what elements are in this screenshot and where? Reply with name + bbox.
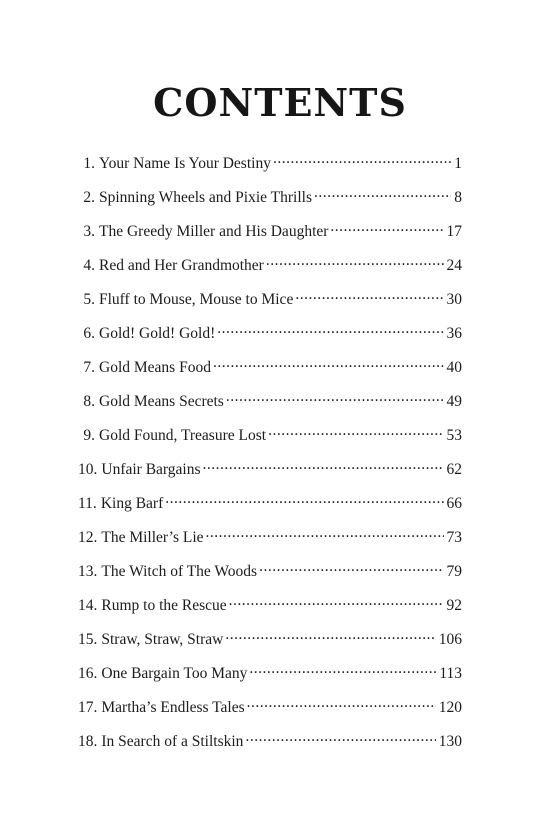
page-number: 62 [446,460,462,478]
dot-leader [273,152,451,168]
chapter-title: Gold Found, Treasure Lost [99,426,267,444]
dot-leader [217,322,443,338]
chapter-number: 10. [78,460,98,478]
dot-leader [225,628,435,644]
page-number: 79 [446,562,462,580]
chapter-title: Rump to the Rescue [101,596,227,614]
chapter-number: 1. [83,154,95,172]
toc-entry [78,186,462,220]
dot-leader [295,288,443,304]
toc-entry [78,594,462,628]
toc-entry [78,628,462,662]
chapter-number: 16. [78,664,98,682]
chapter-title: The Greedy Miller and His Daughter [99,222,329,240]
chapter-number: 14. [78,596,98,614]
page-number: 120 [438,698,462,716]
dot-leader [206,526,444,542]
dot-leader [245,730,435,746]
dot-leader [165,492,443,508]
chapter-title: One Bargain Too Many [101,664,248,682]
page-number: 113 [439,664,462,682]
chapter-number: 2. [83,188,95,206]
page-number: 30 [446,290,462,308]
page-number: 53 [446,426,462,444]
page-number: 130 [438,732,462,750]
chapter-number: 15. [78,630,98,648]
dot-leader [268,424,443,440]
dot-leader [259,560,443,576]
toc-entry [78,254,462,288]
chapter-title: Unfair Bargains [101,460,201,478]
dot-leader [247,696,436,712]
page-number: 49 [446,392,462,410]
dot-leader [330,220,443,236]
page-number: 36 [446,324,462,342]
page-number: 17 [446,222,462,240]
chapter-title: Gold Means Food [99,358,211,376]
dot-leader [229,594,444,610]
toc-entry [78,662,462,696]
chapter-title: Your Name Is Your Destiny [99,154,271,172]
chapter-number: 12. [78,528,98,546]
chapter-title: In Search of a Stiltskin [101,732,244,750]
chapter-title: Red and Her Grandmother [99,256,264,274]
page-title: CONTENTS [153,80,407,125]
chapter-title: Fluff to Mouse, Mouse to Mice [99,290,294,308]
toc-entry [78,152,462,186]
chapter-title: Gold! Gold! Gold! [99,324,216,342]
dot-leader [314,186,451,202]
table-of-contents [78,152,462,764]
toc-entry [78,220,462,254]
page-number: 40 [446,358,462,376]
toc-entry [78,322,462,356]
chapter-number: 18. [78,732,98,750]
chapter-title: Spinning Wheels and Pixie Thrills [99,188,312,206]
chapter-number: 7. [83,358,95,376]
dot-leader [203,458,444,474]
toc-entry [78,526,462,560]
toc-entry [78,458,462,492]
page-number: 24 [446,256,462,274]
chapter-number: 13. [78,562,98,580]
dot-leader [266,254,444,270]
chapter-number: 6. [83,324,95,342]
chapter-number: 3. [83,222,95,240]
chapter-number: 17. [78,698,98,716]
toc-entry [78,492,462,526]
page-number: 73 [446,528,462,546]
toc-entry [78,424,462,458]
dot-leader [226,390,444,406]
chapter-number: 8. [83,392,95,410]
toc-entry [78,560,462,594]
chapter-title: Straw, Straw, Straw [101,630,224,648]
toc-entry [78,730,462,764]
chapter-title: Martha’s Endless Tales [101,698,245,716]
chapter-number: 11. [78,494,97,512]
page-number: 106 [438,630,462,648]
toc-entry [78,288,462,322]
page-number: 66 [446,494,462,512]
chapter-title: Gold Means Secrets [99,392,224,410]
chapter-number: 4. [83,256,95,274]
page-number: 8 [454,188,462,206]
dot-leader [213,356,444,372]
chapter-title: The Miller’s Lie [101,528,204,546]
dot-leader [249,662,436,678]
page-number: 92 [446,596,462,614]
chapter-number: 5. [83,290,95,308]
toc-entry [78,356,462,390]
chapter-title: The Witch of The Woods [101,562,258,580]
chapter-number: 9. [83,426,95,444]
chapter-title: King Barf [100,494,164,512]
toc-entry [78,390,462,424]
page-number: 1 [454,154,462,172]
toc-entry [78,696,462,730]
